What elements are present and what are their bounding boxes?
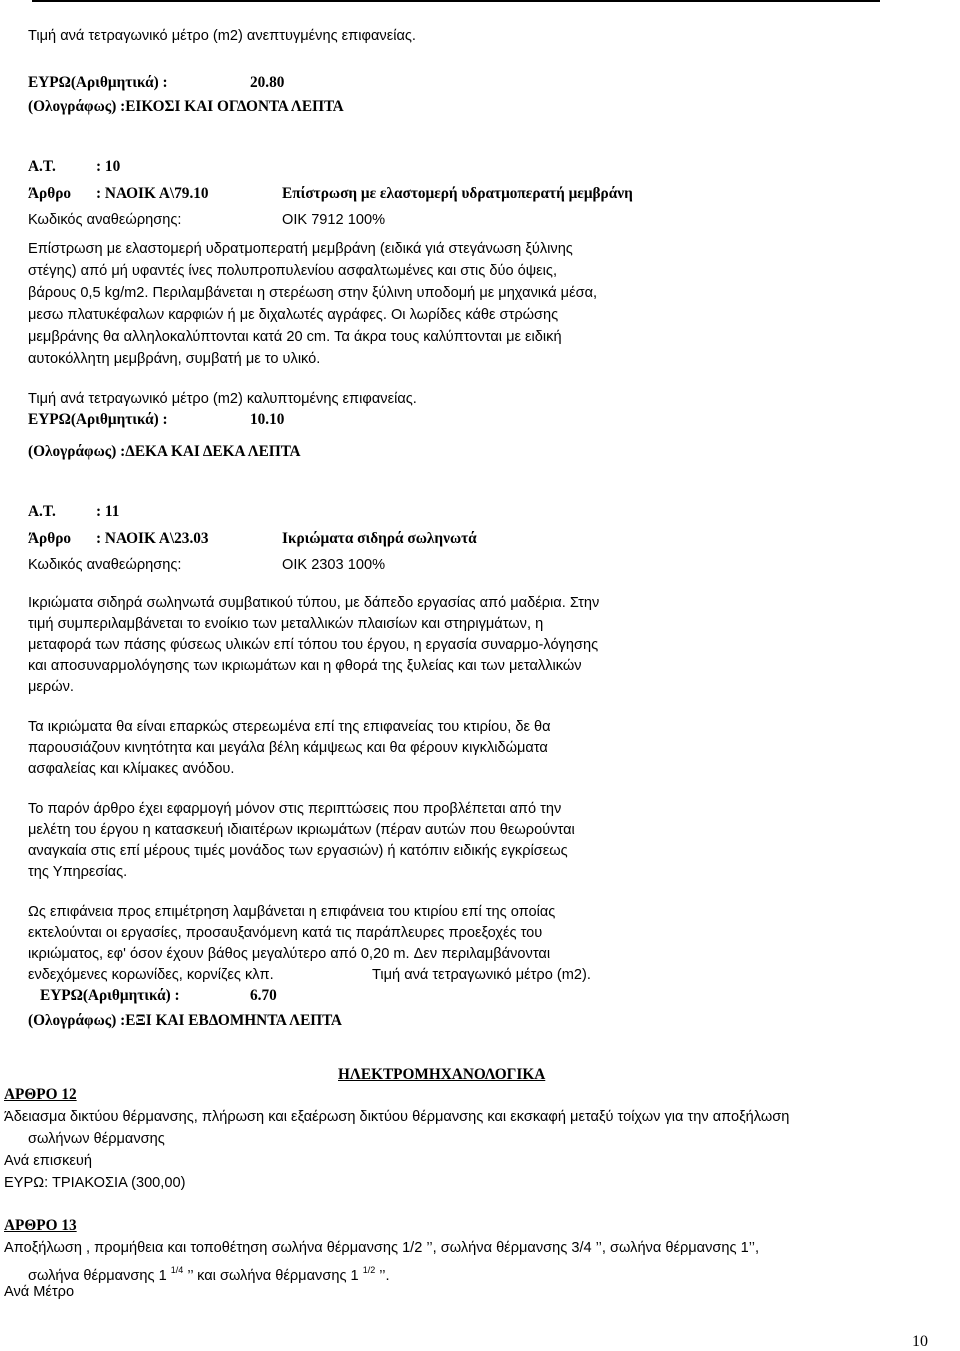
description-line: αυτοκόλλητη μεμβράνη, συμβατή με το υλικό. [28, 351, 321, 367]
description-line: μεταφορά των πάσης φύσεως υλικών επί τόπου του έργου, η εργασία συναρμο-λόγησης [28, 637, 599, 653]
article-text-line: Άδειασμα δικτύου θέρμανσης, πλήρωση και εξαέρωση δικτύου θέρμανσης και εκσκαφή μεταξύ τοίχων για την αποξήλωση [4, 1109, 790, 1125]
code-value: ΟΙΚ 7912 100% [282, 212, 386, 228]
item-title: Επίστρωση με ελαστομερή υδρατμοπερατή μεμβράνη [282, 185, 633, 202]
article-heading: ΑΡΘΡΟ 12 [4, 1086, 77, 1103]
text-segment: ’’. [375, 1268, 390, 1284]
article-label: Άρθρο [28, 530, 72, 547]
description-line: ενδεχόμενες κορωνίδες, κορνίζες κλπ. [28, 967, 274, 983]
description-line: μελέτη του έργου η κατασκευή ιδιαιτέρων ικριωμάτων (πέραν αυτών που θεωρούνται [28, 822, 575, 838]
description-line: αναγκαία στις επί μέρους τιμές μονάδος των εργασιών) ή κατόπιν ειδικής εγκρίσεως [28, 843, 568, 859]
description-line: μερών. [28, 679, 74, 695]
description-line: μεμβράνης θα αλληλοκαλύπτονται κατά 20 cm. Τα άκρα τους καλύπτονται με ειδική [28, 329, 562, 345]
article-value: : ΝΑΟΙΚ Α\79.10 [96, 185, 209, 202]
description-line: βάρους 0,5 kg/m2. Περιλαμβάνεται η στερέωση στην ξύλινη υποδομή με μηχανικά μέσα, [28, 285, 598, 301]
description-line: Ικριώματα σιδηρά σωληνωτά συμβατικού τύπου, με δάπεδο εργασίας από μαδέρια. Στην [28, 595, 600, 611]
price-words: (Ολογράφως) :ΕΞΙ ΚΑΙ ΕΒΔΟΜΗΝΤΑ ΛΕΠΤΑ [28, 1012, 342, 1029]
description-line: παρουσιάζουν κινητότητα και μεγάλα βέλη κάμψεως και θα φέρουν κιγκλιδώματα [28, 740, 548, 756]
price-numeric-label: ΕΥΡΩ(Αριθμητικά) : [28, 74, 168, 91]
text-segment: ’’ και σωλήνα θέρμανσης 1 [183, 1268, 363, 1284]
at-value: : 11 [96, 503, 120, 520]
description-line: ικριώματος, εφ' όσον έχουν βάθος μεγαλύτερο από 0,20 m. Δεν περιλαμβάνονται [28, 946, 551, 962]
text-segment: σωλήνα θέρμανσης 1 [28, 1268, 171, 1284]
description-line: Τα ικριώματα θα είναι επαρκώς στερεωμένα επί της επιφανείας του κτιρίου, δε θα [28, 719, 551, 735]
description-line: μεσω πλατυκέφαλων καρφιών ή με διχαλωτές αγράφες. Οι λωρίδες κάθε στρώσης [28, 307, 559, 323]
article-unit: Ανά επισκευή [4, 1153, 92, 1169]
at-label: Α.Τ. [28, 158, 56, 175]
at-label: Α.Τ. [28, 503, 56, 520]
code-value: ΟΙΚ 2303 100% [282, 557, 386, 573]
price-unit-text: Τιμή ανά τετραγωνικό μέτρο (m2) καλυπτομένης επιφανείας. [28, 391, 417, 407]
price-unit-text: Τιμή ανά τετραγωνικό μέτρο (m2). [372, 967, 591, 983]
article-heading: ΑΡΘΡΟ 13 [4, 1217, 77, 1234]
description-line: Επίστρωση με ελαστομερή υδρατμοπερατή μεμβράνη (ειδικά γιά στεγάνωση ξύλινης [28, 241, 573, 257]
description-line: Ως επιφάνεια προς επιμέτρηση λαμβάνεται η επιφάνεια του κτιρίου επί της οποίας [28, 904, 556, 920]
description-line: ασφαλείας και κλίμακες ανόδου. [28, 761, 235, 777]
superscript-fraction: 1/4 [170, 1265, 184, 1275]
item-title: Ικριώματα σιδηρά σωληνωτά [282, 530, 477, 547]
price-unit-text: Τιμή ανά τετραγωνικό μέτρο (m2) ανεπτυγμένης επιφανείας. [28, 28, 416, 44]
superscript-fraction: 1/2 [362, 1265, 376, 1275]
price-numeric-value: 20.80 [250, 74, 285, 91]
description-line: τιμή συμπεριλαμβάνεται το ενοίκιο των μεταλλικών πλαισίων και στηριγμάτων, η [28, 616, 544, 632]
at-value: : 10 [96, 158, 121, 175]
top-rule [32, 0, 880, 2]
price-numeric-label: ΕΥΡΩ(Αριθμητικά) : [28, 411, 168, 428]
page-number: 10 [912, 1333, 928, 1350]
code-label: Κωδικός αναθεώρησης: [28, 557, 182, 573]
code-label: Κωδικός αναθεώρησης: [28, 212, 182, 228]
price-numeric-label: ΕΥΡΩ(Αριθμητικά) : [40, 987, 180, 1004]
price-numeric-value: 10.10 [250, 411, 285, 428]
article-text-line: σωλήνων θέρμανσης [28, 1131, 165, 1147]
description-line: της Υπηρεσίας. [28, 864, 128, 880]
description-line: στέγης) από μή υφαντές ίνες πολυπροπυλενίου ασφαλτωμένες και στις δύο όψεις, [28, 263, 558, 279]
article-text-line [28, 1261, 390, 1285]
article-value: : ΝΑΟΙΚ Α\23.03 [96, 530, 209, 547]
article-label: Άρθρο [28, 185, 72, 202]
article-price: ΕΥΡΩ: ΤΡΙΑΚΟΣΙΑ (300,00) [4, 1175, 186, 1191]
price-numeric-value: 6.70 [250, 987, 277, 1004]
article-unit: Ανά Μέτρο [4, 1284, 75, 1300]
price-words: (Ολογράφως) :ΕΙΚΟΣΙ ΚΑΙ ΟΓΔΟΝΤΑ ΛΕΠΤΑ [28, 98, 344, 115]
price-words: (Ολογράφως) :ΔΕΚΑ ΚΑΙ ΔΕΚΑ ΛΕΠΤΑ [28, 443, 301, 460]
section-heading: ΗΛΕΚΤΡΟΜΗΧΑΝΟΛΟΓΙΚΑ [338, 1066, 546, 1083]
description-line: και αποσυναρμολόγησης των ικριωμάτων και η φθορά της ξυλείας και των μεταλλικών [28, 658, 582, 674]
description-line: Το παρόν άρθρο έχει εφαρμογή μόνον στις περιπτώσεις που προβλέπεται από την [28, 801, 562, 817]
description-line: εκτελούνται οι εργασίες, προσαυξανόμενη κατά τις παράπλευρες προεξοχές του [28, 925, 543, 941]
article-text-line: Αποξήλωση , προμήθεια και τοποθέτηση σωλήνα θέρμανσης 1/2 ’’, σωλήνα θέρμανσης 3/4 ’’, σωλήνα θέρμανσης 1’’, [4, 1240, 760, 1256]
